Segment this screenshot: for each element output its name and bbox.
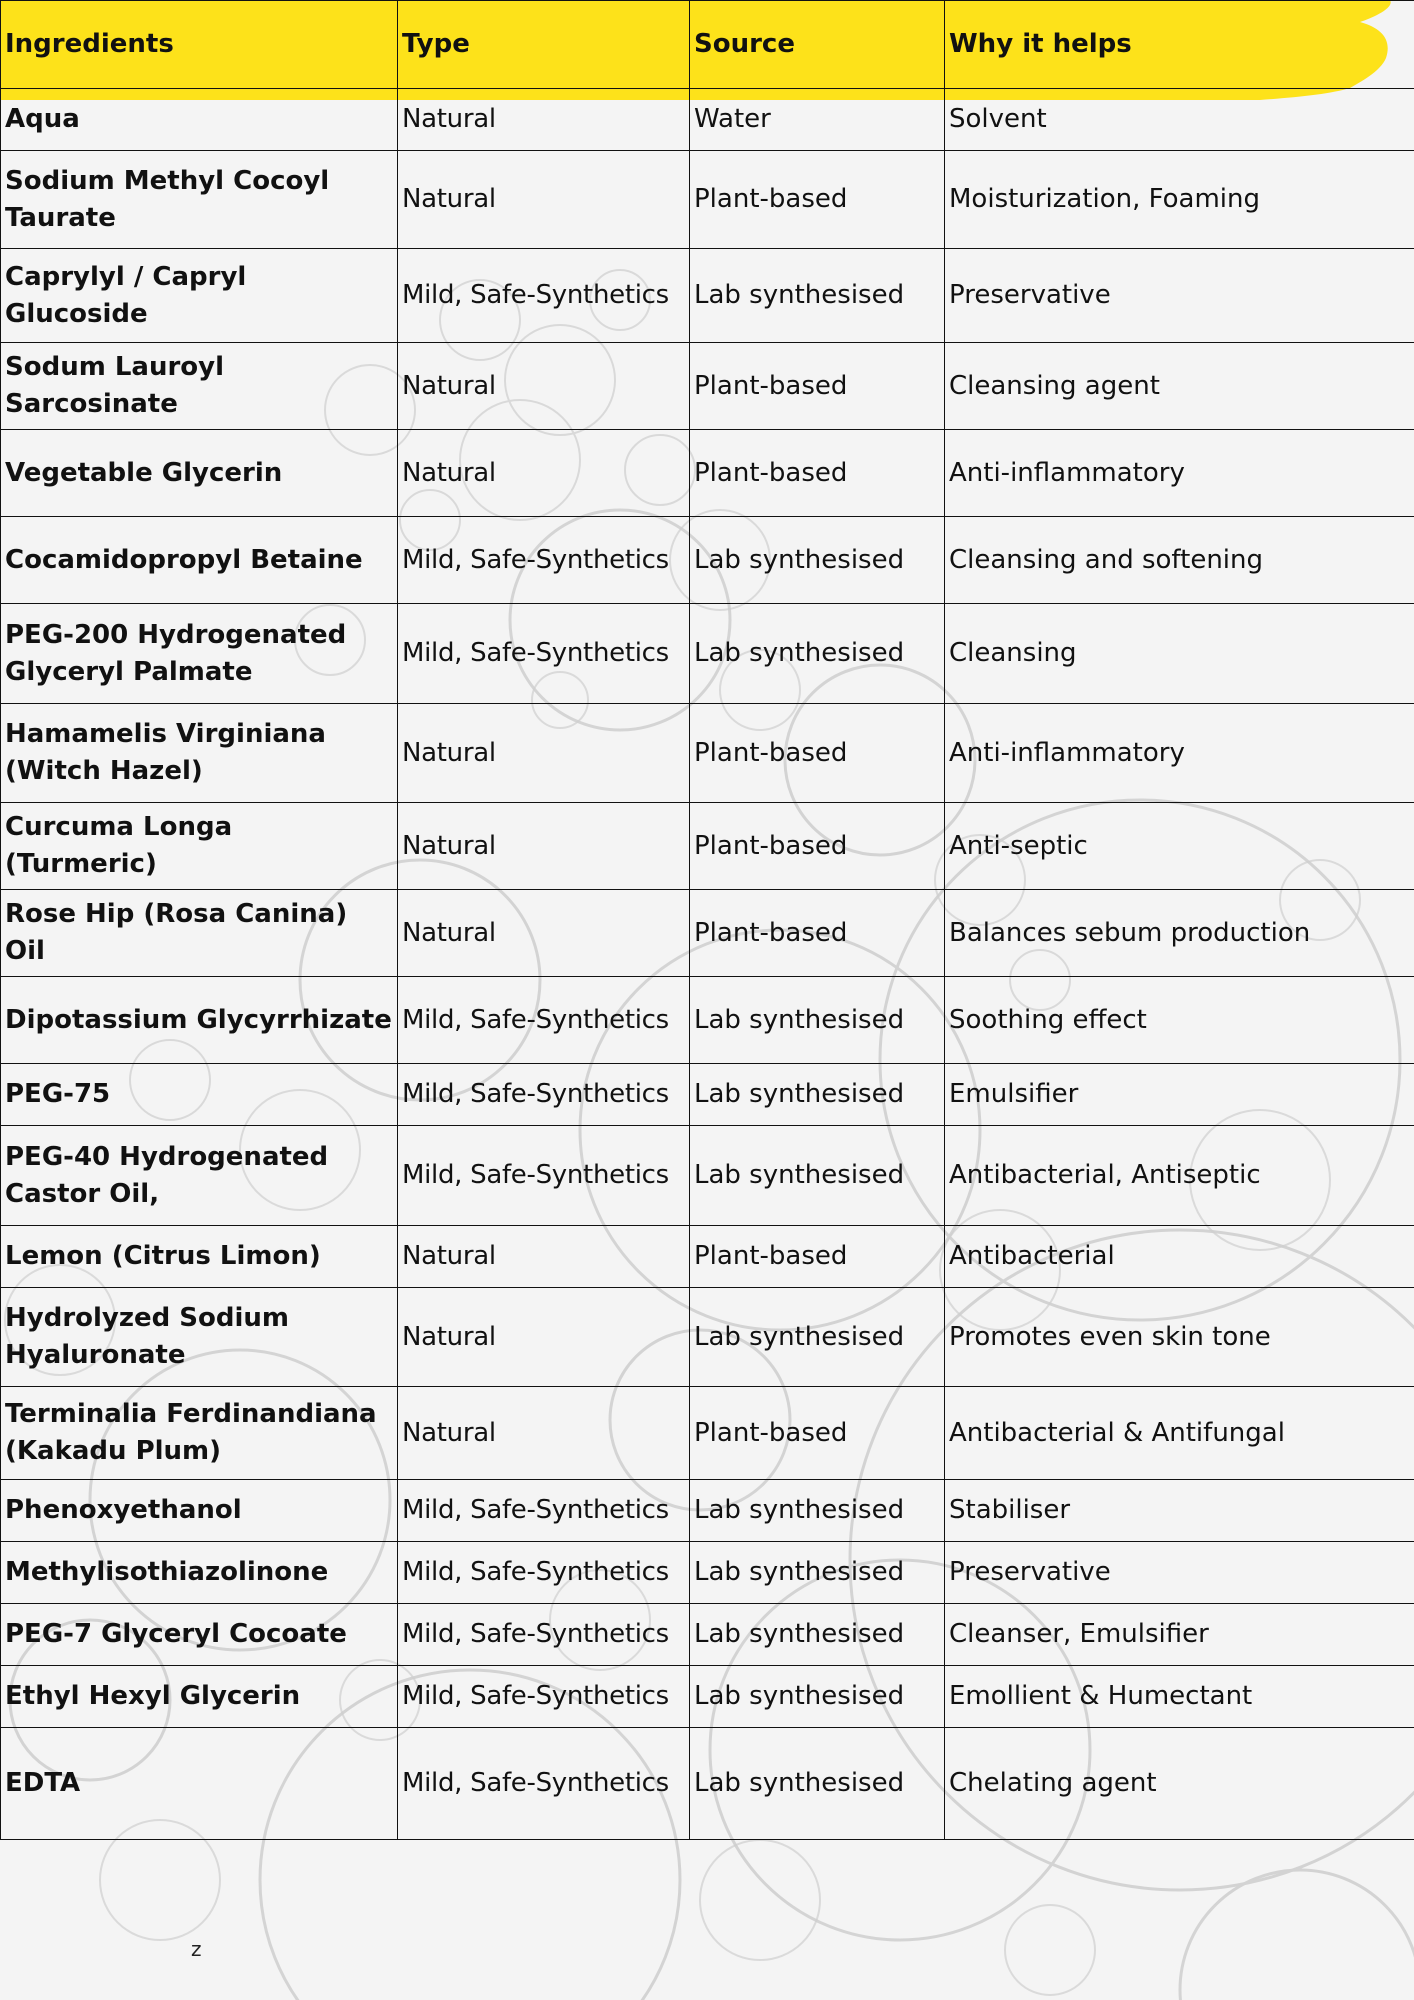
table-row (1, 1666, 1414, 1728)
table-row (1, 249, 1414, 343)
ingredient-name: Methylisothiazolinone (1, 1542, 398, 1604)
ingredient-type: Mild, Safe-Synthetics (398, 1064, 690, 1126)
ingredient-type: Natural (398, 1387, 690, 1480)
ingredient-source: Lab synthesised (690, 1604, 945, 1666)
ingredient-type: Mild, Safe-Synthetics (398, 517, 690, 604)
ingredient-name: Cocamidopropyl Betaine (1, 517, 398, 604)
ingredient-name: Vegetable Glycerin (1, 430, 398, 517)
table-row (1, 343, 1414, 430)
ingredient-source: Plant-based (690, 343, 945, 430)
table-row (1, 803, 1414, 890)
ingredient-benefit: Cleanser, Emulsifier (945, 1604, 1414, 1666)
ingredient-type: Mild, Safe-Synthetics (398, 1542, 690, 1604)
ingredient-source: Lab synthesised (690, 1480, 945, 1542)
table-row (1, 151, 1414, 249)
ingredient-type: Natural (398, 151, 690, 249)
ingredient-benefit: Promotes even skin tone (945, 1288, 1414, 1387)
ingredient-source: Lab synthesised (690, 1064, 945, 1126)
ingredient-type: Mild, Safe-Synthetics (398, 1126, 690, 1226)
ingredient-name: PEG-75 (1, 1064, 398, 1126)
ingredient-name: Aqua (1, 89, 398, 151)
ingredient-type: Natural (398, 803, 690, 890)
ingredient-source: Plant-based (690, 890, 945, 977)
ingredient-name: Lemon (Citrus Limon) (1, 1226, 398, 1288)
table-row (1, 604, 1414, 704)
ingredient-name: EDTA (1, 1728, 398, 1840)
ingredient-benefit: Antibacterial (945, 1226, 1414, 1288)
ingredient-source: Plant-based (690, 704, 945, 803)
ingredient-source: Lab synthesised (690, 249, 945, 343)
table-header-row (1, 1, 1414, 89)
table-row (1, 1728, 1414, 1840)
ingredient-benefit: Anti-inflammatory (945, 430, 1414, 517)
ingredient-source: Plant-based (690, 430, 945, 517)
ingredient-source: Lab synthesised (690, 977, 945, 1064)
ingredient-type: Natural (398, 89, 690, 151)
table-row (1, 430, 1414, 517)
ingredient-type: Mild, Safe-Synthetics (398, 249, 690, 343)
ingredient-name: Hamamelis Virginiana (Witch Hazel) (1, 704, 398, 803)
table-row (1, 890, 1414, 977)
ingredient-source: Plant-based (690, 151, 945, 249)
header-ingredients: Ingredients (1, 1, 398, 89)
table-row (1, 1604, 1414, 1666)
ingredient-benefit: Preservative (945, 249, 1414, 343)
ingredient-name: Sodium Methyl Cocoyl Taurate (1, 151, 398, 249)
ingredient-source: Lab synthesised (690, 604, 945, 704)
ingredient-source: Lab synthesised (690, 1288, 945, 1387)
table-row (1, 89, 1414, 151)
ingredient-type: Natural (398, 704, 690, 803)
header-why-it-helps: Why it helps (945, 1, 1414, 89)
ingredient-name: Phenoxyethanol (1, 1480, 398, 1542)
ingredient-name: Caprylyl / Capryl Glucoside (1, 249, 398, 343)
ingredient-source: Lab synthesised (690, 1542, 945, 1604)
ingredient-name: Rose Hip (Rosa Canina) Oil (1, 890, 398, 977)
ingredient-name: Terminalia Ferdinandiana (Kakadu Plum) (1, 1387, 398, 1480)
ingredient-type: Natural (398, 890, 690, 977)
ingredient-source: Lab synthesised (690, 1666, 945, 1728)
ingredient-benefit: Cleansing and softening (945, 517, 1414, 604)
ingredient-type: Natural (398, 430, 690, 517)
ingredient-benefit: Antibacterial & Antifungal (945, 1387, 1414, 1480)
ingredient-type: Mild, Safe-Synthetics (398, 1728, 690, 1840)
ingredient-benefit: Soothing effect (945, 977, 1414, 1064)
ingredient-name: Sodum Lauroyl Sarcosinate (1, 343, 398, 430)
table-row (1, 704, 1414, 803)
table-row (1, 1542, 1414, 1604)
ingredient-type: Natural (398, 343, 690, 430)
ingredient-benefit: Balances sebum production (945, 890, 1414, 977)
ingredient-type: Mild, Safe-Synthetics (398, 1666, 690, 1728)
ingredient-source: Water (690, 89, 945, 151)
ingredient-name: PEG-200 Hydrogenated Glyceryl Palmate (1, 604, 398, 704)
table-row (1, 1126, 1414, 1226)
ingredient-benefit: Solvent (945, 89, 1414, 151)
footer-mark: z (191, 1937, 202, 1961)
ingredient-name: Hydrolyzed Sodium Hyaluronate (1, 1288, 398, 1387)
ingredient-benefit: Chelating agent (945, 1728, 1414, 1840)
ingredient-benefit: Antibacterial, Antiseptic (945, 1126, 1414, 1226)
ingredient-benefit: Moisturization, Foaming (945, 151, 1414, 249)
ingredient-type: Natural (398, 1226, 690, 1288)
ingredient-benefit: Emollient & Humectant (945, 1666, 1414, 1728)
ingredient-type: Mild, Safe-Synthetics (398, 977, 690, 1064)
ingredient-benefit: Cleansing agent (945, 343, 1414, 430)
ingredient-name: Ethyl Hexyl Glycerin (1, 1666, 398, 1728)
ingredient-source: Plant-based (690, 803, 945, 890)
ingredient-source: Lab synthesised (690, 1728, 945, 1840)
ingredient-type: Mild, Safe-Synthetics (398, 604, 690, 704)
ingredient-name: Curcuma Longa (Turmeric) (1, 803, 398, 890)
ingredient-type: Mild, Safe-Synthetics (398, 1480, 690, 1542)
ingredient-source: Lab synthesised (690, 517, 945, 604)
ingredient-source: Lab synthesised (690, 1126, 945, 1226)
ingredient-source: Plant-based (690, 1226, 945, 1288)
table-row (1, 1064, 1414, 1126)
table-row (1, 1387, 1414, 1480)
table-row (1, 1480, 1414, 1542)
table-row (1, 517, 1414, 604)
ingredient-benefit: Stabiliser (945, 1480, 1414, 1542)
ingredient-source: Plant-based (690, 1387, 945, 1480)
header-source: Source (690, 1, 945, 89)
table-row (1, 1288, 1414, 1387)
ingredient-benefit: Cleansing (945, 604, 1414, 704)
ingredient-benefit: Anti-septic (945, 803, 1414, 890)
ingredient-benefit: Anti-inflammatory (945, 704, 1414, 803)
table-row (1, 977, 1414, 1064)
ingredient-name: PEG-7 Glyceryl Cocoate (1, 1604, 398, 1666)
ingredient-benefit: Emulsifier (945, 1064, 1414, 1126)
ingredient-type: Natural (398, 1288, 690, 1387)
table-row (1, 1226, 1414, 1288)
ingredient-name: Dipotassium Glycyrrhizate (1, 977, 398, 1064)
ingredient-type: Mild, Safe-Synthetics (398, 1604, 690, 1666)
ingredient-benefit: Preservative (945, 1542, 1414, 1604)
ingredient-name: PEG-40 Hydrogenated Castor Oil, (1, 1126, 398, 1226)
header-type: Type (398, 1, 690, 89)
